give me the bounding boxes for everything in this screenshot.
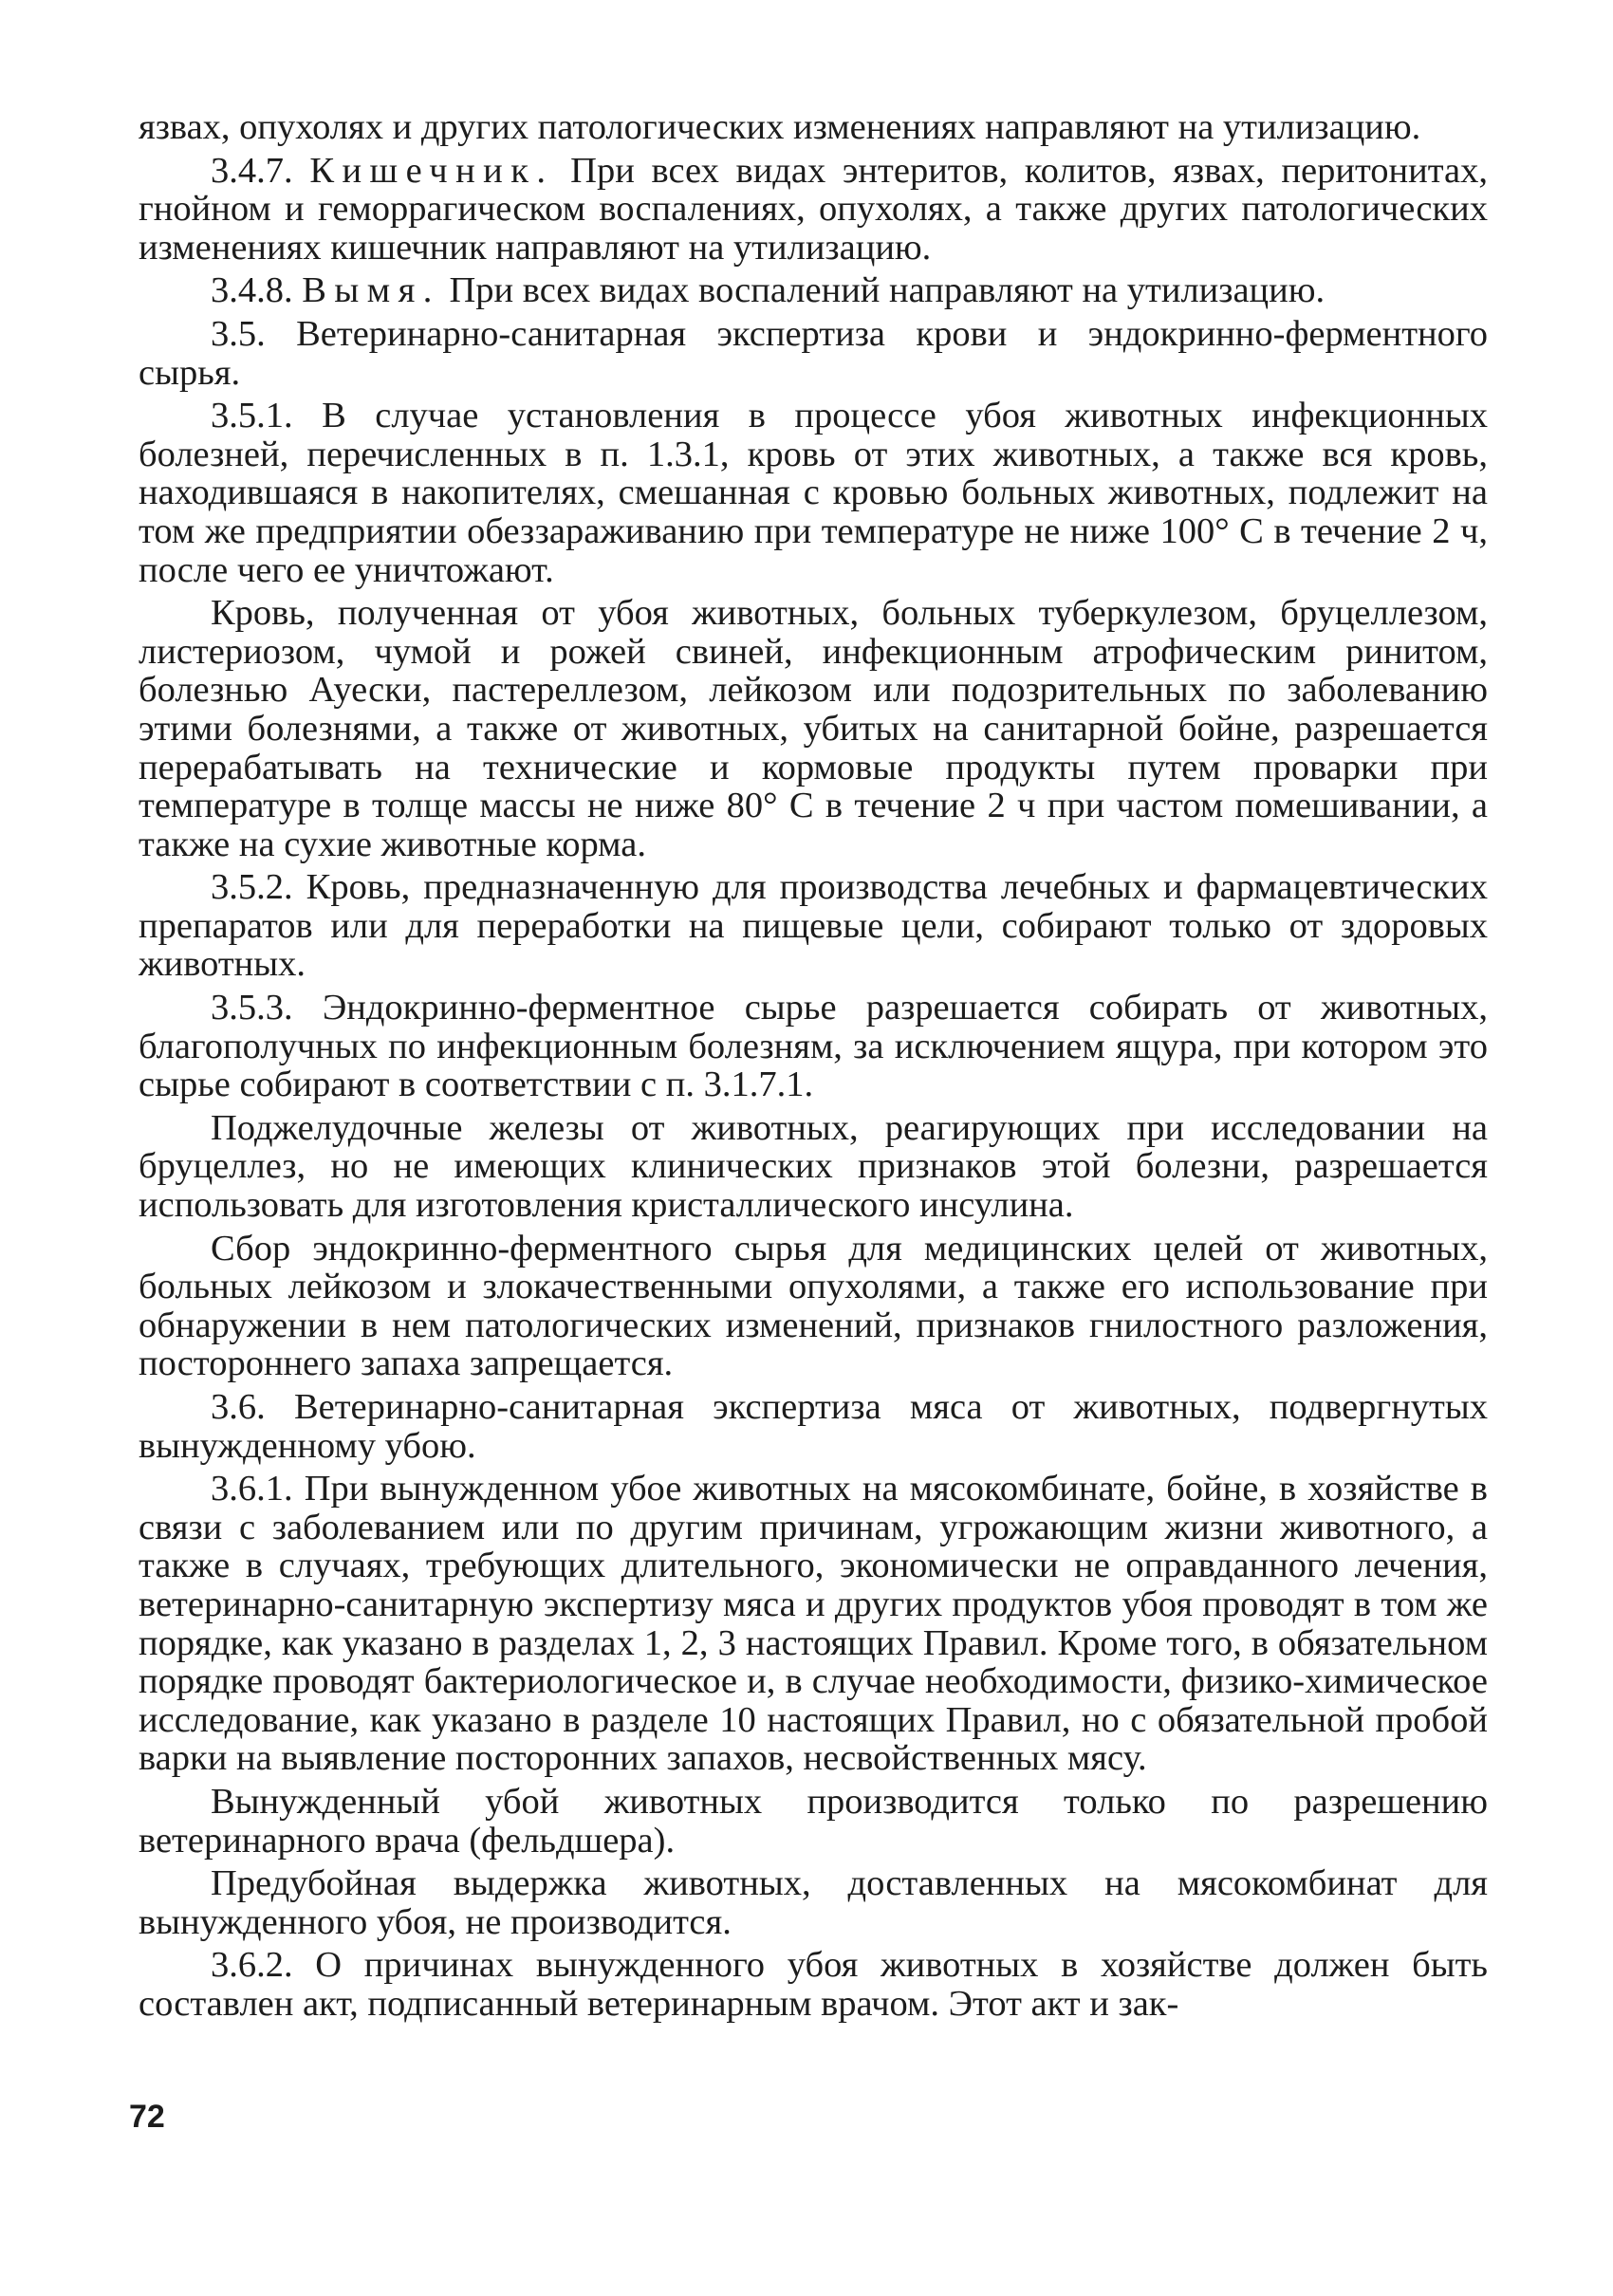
paragraph: 3.5.2. Кровь, предназначенную для производства лечебных и фармацевтических препаратов или для переработки на пищевые цели, собирают только от здоровых животных. (139, 867, 1488, 985)
paragraph: 3.6.1. При вынужденном убое животных на мясокомбинате, бойне, в хозяйстве в связи с заболеванием или по другим причинам, угрожающим жизни животного, а также в случаях, требующих длительного, экономически не оправданного лечения, ветеринарно-санитарную экспертизу мяса и других продуктов убоя проводят в том же порядке, как указано в разделах 1, 2, 3 настоящих Правил. Кроме того, в обязательном порядке проводят бактериологическое и, в случае необходимости, физико-химическое исследование, как указано в разделе 10 настоящих Правил, но с обязательной пробой варки на выявление посторонних запахов, несвойственных мясу. (139, 1469, 1488, 1779)
paragraph: Сбор эндокринно-ферментного сырья для медицинских целей от животных, больных лейкозом и злокачественными опухолями, а также его использование при обнаружении в нем патологических изменений, признаков гнилостного разложения, постороннего запаха запрещается. (139, 1228, 1488, 1384)
section-heading-spaced: Кишечник. (309, 150, 554, 191)
paragraph-3-4-8 (139, 271, 1488, 310)
page-number: 72 (129, 2099, 165, 2135)
section-text: При всех видах энтеритов, колитов, язвах, перитонитах, гнойном и геморрагическом воспалениях, опухолях, а также других патологических изменениях кишечник направляют на утилизацию. (139, 150, 1489, 268)
body-text (139, 108, 1488, 2024)
paragraph-3-4-7 (139, 152, 1488, 268)
paragraph: Предубойная выдержка животных, доставленных на мясокомбинат для вынужденного убоя, не производится. (139, 1863, 1488, 1942)
section-text: При всех видах воспалений направляют на утилизацию. (439, 270, 1326, 311)
paragraph: 3.5.3. Эндокринно-ферментное сырье разрешается собирать от животных, благополучных по инфекционным болезням, за исключением ящура, при котором это сырье собирают в соответствии с п. 3.1.7.1. (139, 988, 1488, 1105)
paragraph: Кровь, полученная от убоя животных, больных туберкулезом, бруцеллезом, листериозом, чумой и рожей свиней, инфекционным атрофическим ринитом, болезнью Ауески, пастереллезом, лейкозом или подозрительных по заболеванию этими болезнями, а также от животных, убитых на санитарной бойне, разрешается перерабатывать на технические и кормовые продукты путем проварки при температуре в толще массы не ниже 80° С в течение 2 ч при частом помешивании, а также на сухие животные корма. (139, 593, 1488, 864)
section-heading-3-6: 3.6. Ветеринарно-санитарная экспертиза мяса от животных, подвергнутых вынужденному убою. (139, 1387, 1488, 1466)
paragraph: язвах, опухолях и других патологических изменениях направляют на утилизацию. (139, 107, 1421, 147)
section-number: 3.4.8. (211, 270, 293, 311)
paragraph: 3.6.2. О причинах вынужденного убоя животных в хозяйстве должен быть составлен акт, подписанный ветеринарным врачом. Этот акт и зак- (139, 1945, 1488, 2024)
section-heading-3-5: 3.5. Ветеринарно-санитарная экспертиза крови и эндокринно-ферментного сырья. (139, 313, 1488, 393)
paragraph: 3.5.1. В случае установления в процессе убоя животных инфекционных болезней, перечисленных в п. 1.3.1, кровь от этих животных, а также вся кровь, находившаяся в накопителях, смешанная с кровью больных животных, подлежит на том же предприятии обеззараживанию при температуре не ниже 100° С в течение 2 ч, после чего ее уничтожают. (139, 396, 1488, 590)
section-number: 3.4.7. (211, 150, 293, 191)
paragraph: Поджелудочные железы от животных, реагирующих при исследовании на бруцеллез, но не имеющих клинических признаков этой болезни, разрешается использовать для изготовления кристаллического инсулина. (139, 1107, 1488, 1226)
paragraph: Вынужденный убой животных производится только по разрешению ветеринарного врача (фельдшера). (139, 1781, 1488, 1861)
section-heading-spaced: Вымя. (302, 270, 440, 311)
